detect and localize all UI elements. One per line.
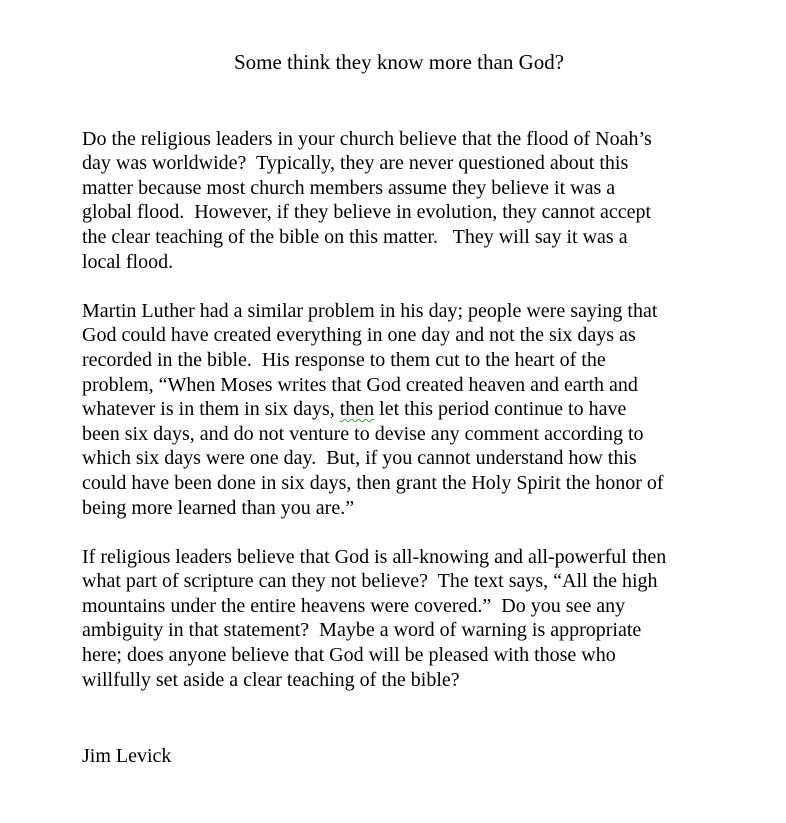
text-segment: whatever is in them in six days, <box>82 398 340 421</box>
text-line: day was worldwide? Typically, they are never questioned about this <box>82 152 629 175</box>
text-line: mountains under the entire heavens were covered.” Do you see any <box>82 594 626 617</box>
text-line: willfully set aside a clear teaching of the bible? <box>82 668 460 691</box>
text-line: the clear teaching of the bible on this matter. They will say it was a <box>82 225 628 248</box>
text-line: being more learned than you are.” <box>82 496 355 519</box>
text-line: Do the religious leaders in your church believe that the flood of Noah’s <box>82 127 652 150</box>
text-line: God could have created everything in one day and not the six days as <box>82 324 636 347</box>
text-line: local flood. <box>82 250 174 273</box>
signature: Jim Levick <box>82 745 172 768</box>
text-line: ambiguity in that statement? Maybe a word of warning is appropriate <box>82 619 642 642</box>
text-line: Martin Luther had a similar problem in his day; people were saying that <box>82 299 658 322</box>
text-line: which six days were one day. But, if you cannot understand how this <box>82 447 637 470</box>
paragraph-3 <box>82 545 716 693</box>
text-line: could have been done in six days, then grant the Holy Spirit the honor of <box>82 471 664 494</box>
text-line: been six days, and do not venture to devise any comment according to <box>82 422 644 445</box>
text-line: what part of scripture can they not believe? The text says, “All the high <box>82 570 658 593</box>
grammar-flagged-word: then <box>339 398 375 421</box>
text-line: here; does anyone believe that God will be pleased with those who <box>82 644 616 667</box>
document-title: Some think they know more than God? <box>233 50 565 74</box>
text-line: matter because most church members assume they believe it was a <box>82 176 616 199</box>
text-line: global flood. However, if they believe in evolution, they cannot accept <box>82 201 652 224</box>
text-line-with-grammar-flag <box>82 397 716 422</box>
text-line: recorded in the bible. His response to them cut to the heart of the <box>82 348 606 371</box>
text-line: problem, “When Moses writes that God created heaven and earth and <box>82 373 638 396</box>
text-segment: let this period continue to have <box>374 398 627 421</box>
paragraph-1 <box>82 127 716 275</box>
text-line: If religious leaders believe that God is all-knowing and all-powerful then <box>82 545 667 568</box>
paragraph-2 <box>82 299 716 520</box>
